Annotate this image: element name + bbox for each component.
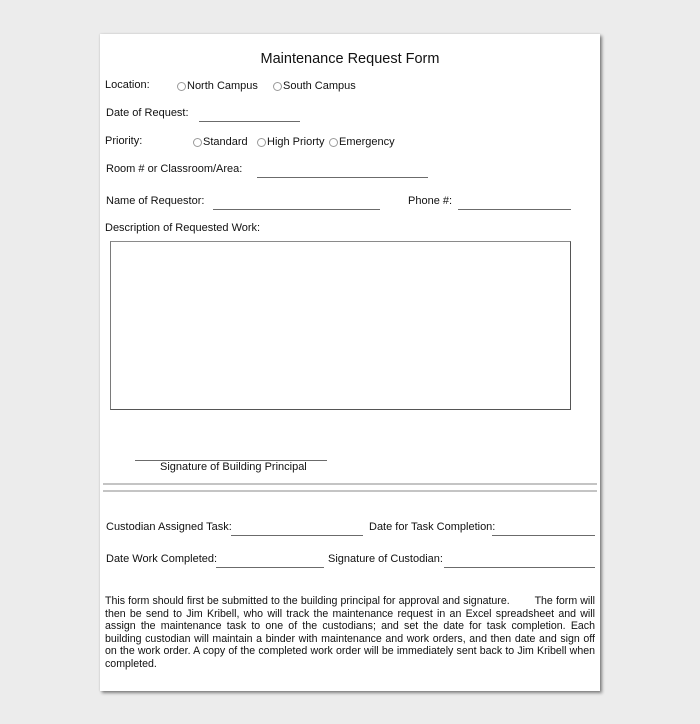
custodian-signature-label: Signature of Custodian: [328,553,443,565]
radio-circle-icon[interactable] [273,82,282,91]
principal-signature-label: Signature of Building Principal [160,461,307,473]
radio-circle-icon[interactable] [329,138,338,147]
radio-label: High Priorty [267,136,325,148]
radio-south-campus[interactable] [273,80,356,93]
radio-north-campus[interactable] [177,80,258,93]
form-title: Maintenance Request Form [260,51,440,67]
radio-standard[interactable] [193,136,248,149]
instructions-paragraph [105,595,598,671]
radio-label: Emergency [339,136,395,148]
requestor-name-label: Name of Requestor: [106,195,205,207]
custodian-assigned-field[interactable] [231,535,363,536]
custodian-signature-field[interactable] [444,567,595,568]
location-label: Location: [105,79,150,91]
instructions-rest: The form will then be send to Jim Kribell, who will track the maintenance request in an Excel spreadsheet and will assign the maintenance task to one of the custodians; and set the date for task completion. Each building custodian will maintain a binder with maintenance and work orders, and then date and sign off on the work order. A copy of the completed work order will be immediately sent back to Jim Kribell when completed. [105,595,598,670]
instructions-sentence-1: This form should first be submitted to the building principal for approval and signature. [105,595,510,607]
radio-label: South Campus [283,80,356,92]
radio-label: North Campus [187,80,258,92]
form-page [100,34,600,691]
radio-circle-icon[interactable] [257,138,266,147]
custodian-assigned-label: Custodian Assigned Task: [106,521,232,533]
section-divider-top [103,483,597,485]
date-for-completion-label: Date for Task Completion: [369,521,496,533]
radio-emergency[interactable] [329,136,395,149]
radio-circle-icon[interactable] [177,82,186,91]
radio-high-priority[interactable] [257,136,324,149]
instructions-gap [510,595,535,607]
date-for-completion-field[interactable] [492,535,595,536]
room-label: Room # or Classroom/Area: [106,163,243,175]
date-of-request-field[interactable] [199,121,300,122]
date-of-request-label: Date of Request: [106,107,189,119]
room-field[interactable] [257,177,428,178]
requestor-name-field[interactable] [213,209,380,210]
priority-label: Priority: [105,135,143,147]
radio-circle-icon[interactable] [193,138,202,147]
description-textarea[interactable] [110,241,571,410]
phone-field[interactable] [458,209,571,210]
radio-label: Standard [203,136,248,148]
date-work-completed-field[interactable] [216,567,324,568]
date-work-completed-label: Date Work Completed: [106,553,218,565]
section-divider-bottom [103,490,597,492]
phone-label: Phone #: [408,195,453,207]
description-label: Description of Requested Work: [105,222,261,234]
